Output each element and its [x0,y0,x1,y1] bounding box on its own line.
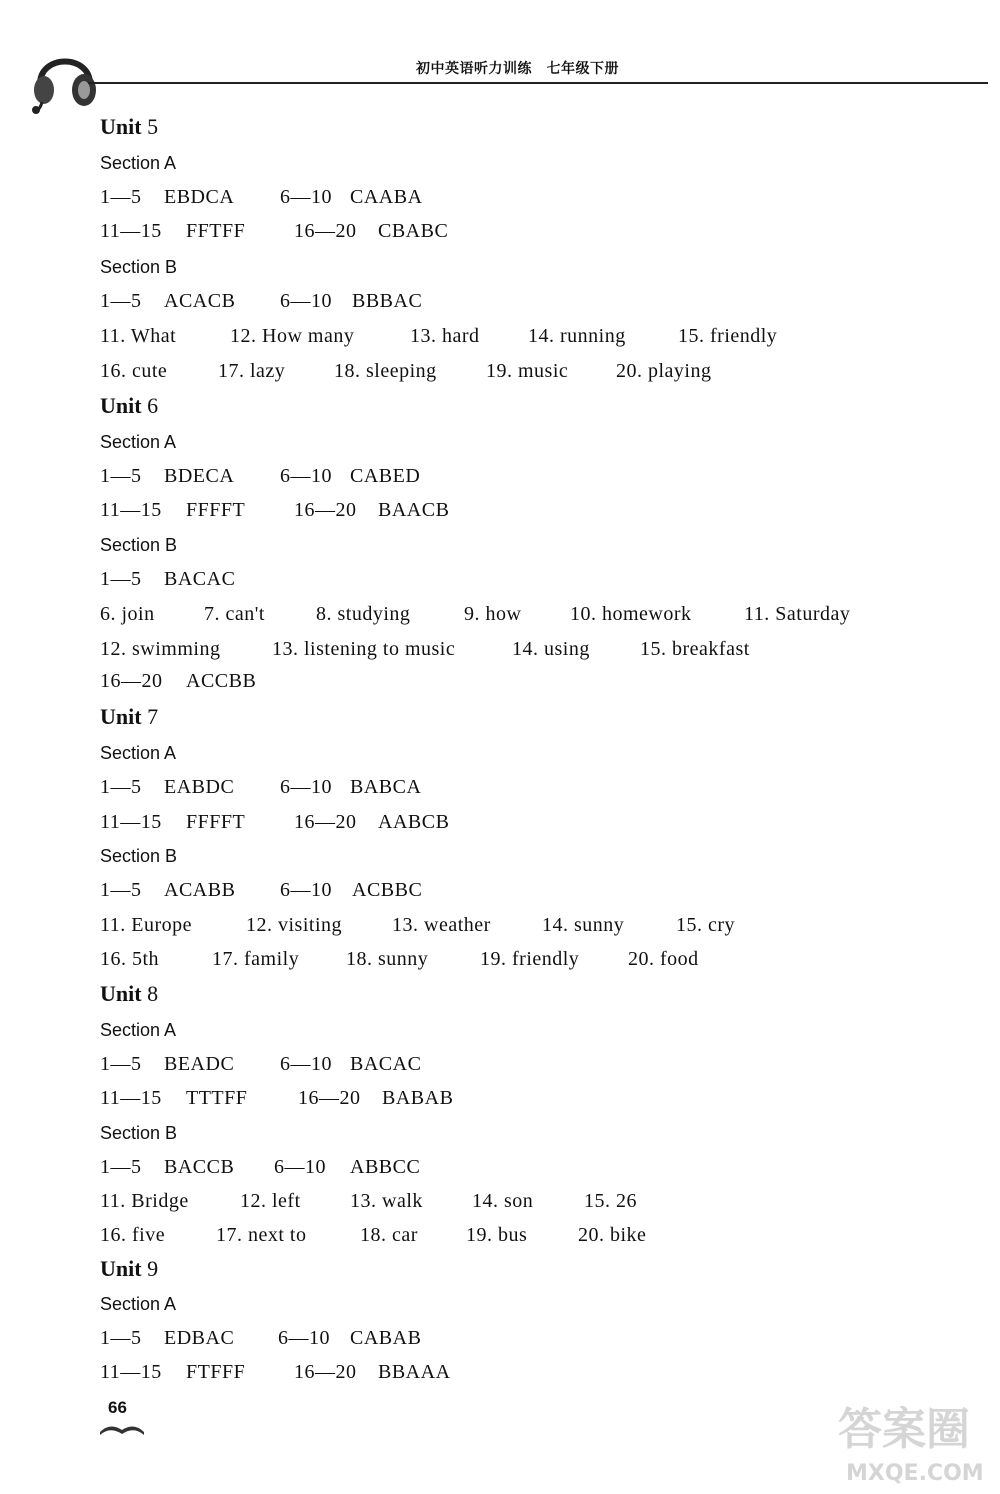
section-label: Section A [100,1020,177,1040]
section-label: Section B [100,535,178,555]
answer-row: 1—5 BACCB 6—10 ABBCC [100,1156,421,1178]
unit-heading: Unit 7 [100,704,159,729]
header-divider [88,82,988,84]
answer-row: 1—5 EABDC 6—10 BABCA [100,776,422,798]
section-label: Section A [100,743,177,763]
watermark-url: MXQE.COM [846,1461,984,1486]
section-label: Section A [100,153,177,173]
section-label: Section B [100,257,178,277]
answer-row: 1—5 EDBAC 6—10 CABAB [100,1327,422,1349]
header-title: 初中英语听力训练 七年级下册 [416,61,619,77]
answer-row: 1—5 BACAC [100,568,236,590]
section-label: Section A [100,432,177,452]
answer-row: 11. Bridge 12. left 13. walk 14. son 15. 26 [100,1190,637,1212]
section-label: Section A [100,1294,177,1314]
answer-row: 11—15 TTTFF 16—20 BABAB [100,1087,454,1109]
watermark-text: 答案圈 [838,1404,970,1455]
watermark-logo [830,1388,1000,1488]
answer-row: 16—20 ACCBB [100,670,257,692]
answer-row: 16. five 17. next to 18. car 19. bus 20. bike [100,1224,647,1246]
unit-heading: Unit 5 [100,114,159,139]
answer-row: 11—15 FFTFF 16—20 CBABC [100,220,449,242]
section-label: Section B [100,1123,178,1143]
answer-row: 16. cute 17. lazy 18. sleeping 19. music 20. playing [100,360,712,382]
answer-row: 11. Europe 12. visiting 13. weather 14. sunny 15. cry [100,914,736,936]
answer-row: 1—5 BEADC 6—10 BACAC [100,1053,422,1075]
answer-row: 1—5 BDECA 6—10 CABED [100,465,421,487]
answer-row: 11—15 FTFFF 16—20 BBAAA [100,1361,451,1383]
section-label: Section B [100,846,178,866]
answer-row: 16. 5th 17. family 18. sunny 19. friendly 20. food [100,948,699,970]
answer-row: 1—5 ACABB 6—10 ACBBC [100,879,423,901]
answer-row: 1—5 ACACB 6—10 BBBAC [100,290,423,312]
unit-heading: Unit 6 [100,393,159,418]
unit-heading: Unit 9 [100,1256,159,1281]
book-icon [98,1416,146,1436]
headphones-icon [30,40,100,116]
answer-row: 12. swimming 13. listening to music 14. using 15. breakfast [100,638,750,660]
answer-row: 11. What 12. How many 13. hard 14. running 15. friendly [100,325,778,347]
unit-heading: Unit 8 [100,981,159,1006]
page-number: 66 [108,1398,127,1417]
answer-row: 11—15 FFFFT 16—20 AABCB [100,811,450,833]
answer-row: 6. join 7. can't 8. studying 9. how 10. homework 11. Saturday [100,603,851,625]
answer-row: 11—15 FFFFT 16—20 BAACB [100,499,450,521]
answer-row: 1—5 EBDCA 6—10 CAABA [100,186,423,208]
